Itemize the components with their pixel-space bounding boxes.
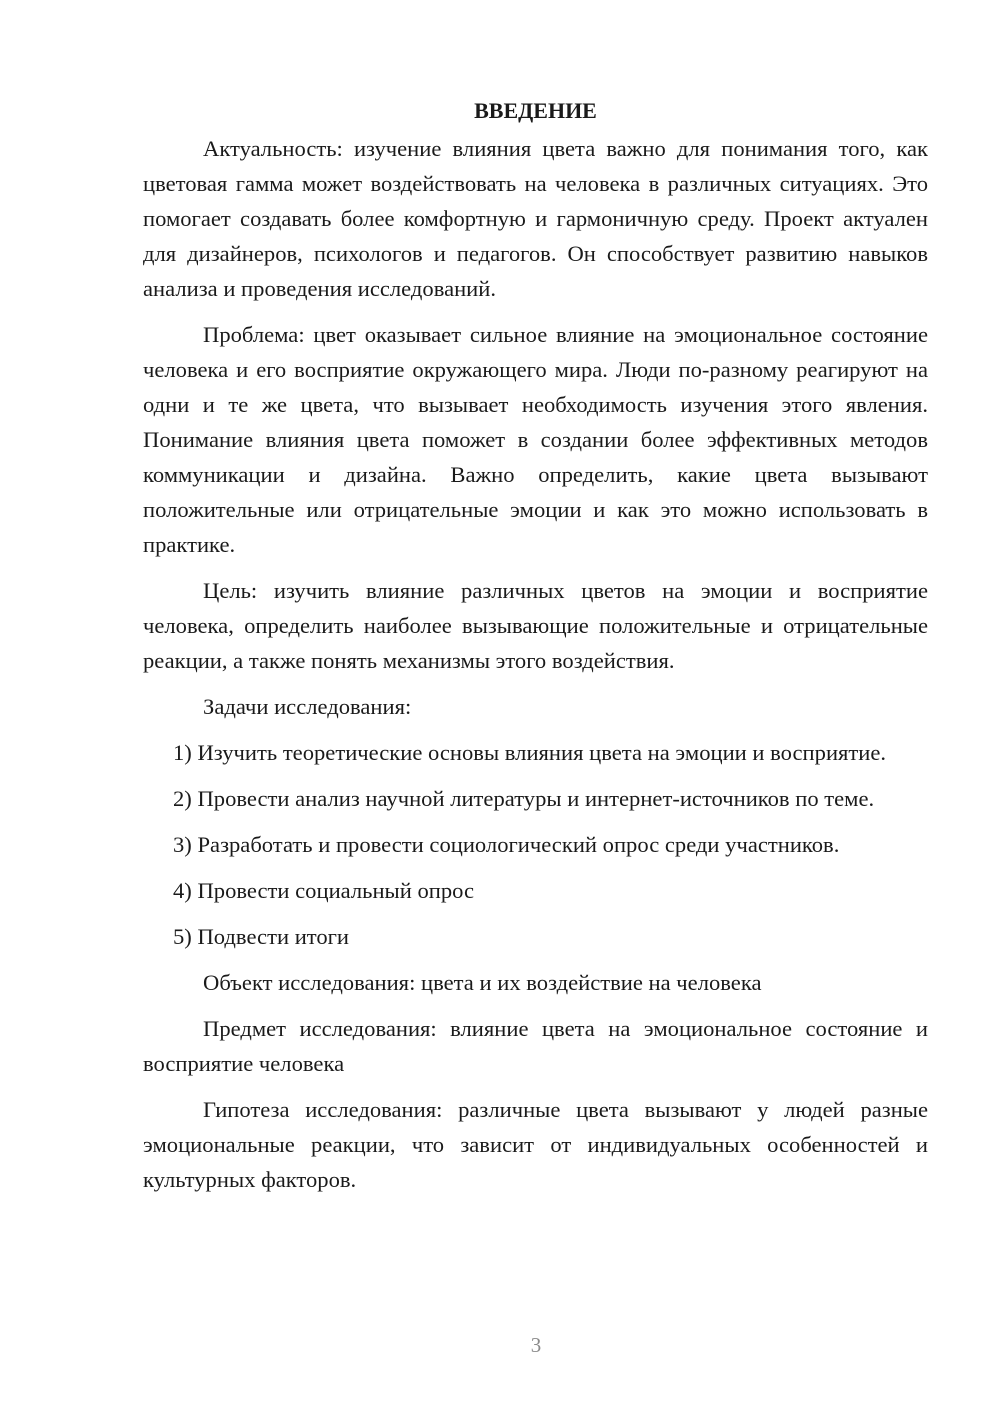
object-paragraph: Объект исследования: цвета и их воздействие на человека xyxy=(203,970,762,995)
problem-paragraph: Проблема: цвет оказывает сильное влияние на эмоциональное состояние человека и его восприятие окружающего мира. Люди по-разному реагируют на одни и те же цвета, что вызывает необходимость изучения этого явления. Понимание влияния цвета поможет в создании более эффективных методов коммуникации и дизайна. Важно определить, какие цвета вызывают положительные или отрицательные эмоции и как это можно использовать в практике. xyxy=(143,322,928,557)
task-item-1: 1) Изучить теоретические основы влияния цвета на эмоции и восприятие. xyxy=(173,740,887,765)
task-item-5: 5) Подвести итоги xyxy=(173,924,350,949)
task-item-3: 3) Разработать и провести социологический опрос среди участников. xyxy=(173,832,840,857)
task-item-4: 4) Провести социальный опрос xyxy=(173,878,475,903)
section-heading: ВВЕДЕНИЕ xyxy=(474,98,597,123)
task-item-2: 2) Провести анализ научной литературы и интернет-источников по теме. xyxy=(173,786,875,811)
page-number: 3 xyxy=(530,1333,542,1357)
tasks-title: Задачи исследования: xyxy=(203,694,412,719)
subject-paragraph: Предмет исследования: влияние цвета на эмоциональное состояние и восприятие человека xyxy=(143,1016,928,1076)
goal-paragraph: Цель: изучить влияние различных цветов на эмоции и восприятие человека, определить наиболее вызывающие положительные и отрицательные реакции, а также понять механизмы этого воздействия. xyxy=(143,578,928,673)
page-body xyxy=(143,93,928,1208)
hypothesis-paragraph: Гипотеза исследования: различные цвета вызывают у людей разные эмоциональные реакции, что зависит от индивидуальных особенностей и культурных факторов. xyxy=(143,1097,928,1192)
relevance-paragraph: Актуальность: изучение влияния цвета важно для понимания того, как цветовая гамма может воздействовать на человека в различных ситуациях. Это помогает создавать более комфортную и гармоничную среду. Проект актуален для дизайнеров, психологов и педагогов. Он способствует развитию навыков анализа и проведения исследований. xyxy=(143,136,928,301)
